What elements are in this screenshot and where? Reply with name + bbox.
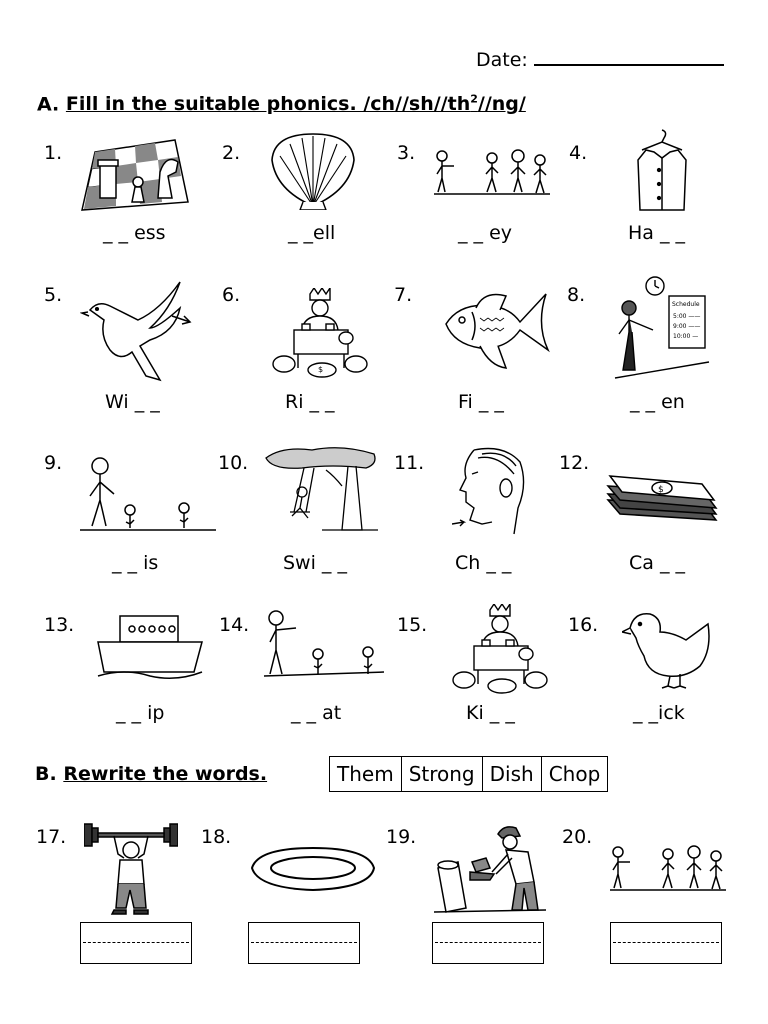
- word-bank: [329, 756, 608, 792]
- date-field: [476, 46, 724, 71]
- svg-text:5:00 ——: 5:00 ——: [673, 313, 701, 320]
- item-word: Wi _ _: [105, 391, 160, 413]
- answer-box-18[interactable]: [248, 922, 360, 964]
- rich-king-icon: [270, 288, 370, 378]
- item-number: 3.: [397, 142, 416, 164]
- item-number: 14.: [219, 614, 250, 636]
- item-number: 7.: [394, 284, 413, 306]
- section-a-title-end: //ng/: [477, 93, 526, 116]
- item-word: Ki _ _: [466, 702, 515, 724]
- item-word: _ _ell: [288, 222, 336, 244]
- date-label: Date:: [476, 49, 528, 71]
- weightlifter-icon: [84, 814, 178, 920]
- shell-icon: [268, 130, 358, 210]
- item-word: Swi _ _: [283, 552, 347, 574]
- section-b-heading: [35, 763, 267, 785]
- svg-text:9:00 ——: 9:00 ——: [673, 323, 701, 330]
- item-word: _ _ ip: [116, 702, 165, 724]
- chick-icon: [622, 610, 714, 690]
- item-word: Ri _ _: [285, 391, 335, 413]
- item-word: _ _ at: [291, 702, 342, 724]
- item-word: Ca _ _: [629, 552, 685, 574]
- item-word: _ _ en: [630, 391, 685, 413]
- tree-swing-icon: [262, 446, 380, 534]
- hanging-shirt-icon: [632, 128, 692, 216]
- section-a-title-text: Fill in the suitable phonics. /ch//sh//th: [65, 93, 471, 116]
- item-number: 10.: [218, 452, 249, 474]
- item-number: 11.: [394, 452, 425, 474]
- svg-text:$: $: [318, 365, 324, 374]
- item-number: 12.: [559, 452, 590, 474]
- item-number: 6.: [222, 284, 241, 306]
- dashed-guideline: [83, 942, 189, 943]
- pointing-people-icon: [606, 844, 730, 894]
- ship-icon: [94, 610, 204, 680]
- svg-text:$: $: [658, 485, 664, 495]
- section-b-title: Rewrite the words.: [63, 763, 268, 785]
- section-a-heading: [37, 93, 526, 115]
- item-number: 2.: [222, 142, 241, 164]
- svg-text:Schedule: Schedule: [672, 301, 700, 308]
- schedule-woman-icon: [605, 274, 710, 382]
- section-a-letter: A.: [37, 93, 60, 116]
- pointing-people-icon: [432, 148, 552, 198]
- item-word: _ _ ess: [103, 222, 166, 244]
- dashed-guideline: [435, 942, 541, 943]
- word-bank-item: Dish: [483, 757, 542, 791]
- item-number: 5.: [44, 284, 63, 306]
- item-number: 17.: [36, 826, 67, 848]
- answer-box-20[interactable]: [610, 922, 722, 964]
- boy-flowers-icon: [78, 454, 218, 534]
- dashed-guideline: [613, 942, 719, 943]
- section-a-superscript: 2: [470, 93, 478, 106]
- item-word: Ch _ _: [455, 552, 512, 574]
- item-number: 19.: [386, 826, 417, 848]
- dish-icon: [250, 846, 376, 894]
- item-number: 8.: [567, 284, 586, 306]
- man-chopping-icon: [432, 822, 548, 914]
- item-number: 18.: [201, 826, 232, 848]
- item-number: 20.: [562, 826, 593, 848]
- king-icon: [450, 604, 550, 694]
- word-bank-item: Them: [330, 757, 402, 791]
- item-word: _ _ ey: [458, 222, 513, 244]
- section-b-letter: B.: [35, 763, 57, 785]
- item-word: Fi _ _: [458, 391, 504, 413]
- word-bank-item: Strong: [402, 757, 483, 791]
- item-word: _ _ is: [112, 552, 159, 574]
- item-number: 15.: [397, 614, 428, 636]
- dashed-guideline: [251, 942, 357, 943]
- bird-wing-icon: [80, 280, 200, 385]
- item-number: 13.: [44, 614, 75, 636]
- svg-text:10:00 —: 10:00 —: [673, 333, 699, 340]
- section-a-title: [66, 93, 526, 115]
- face-chin-icon: [452, 444, 530, 540]
- item-number: 1.: [44, 142, 63, 164]
- chess-icon: [80, 132, 190, 216]
- item-word: Ha _ _: [628, 222, 686, 244]
- item-number: 4.: [569, 142, 588, 164]
- item-number: 9.: [44, 452, 63, 474]
- word-bank-item: Chop: [548, 762, 601, 786]
- item-number: 16.: [568, 614, 599, 636]
- cash-icon: [604, 474, 720, 524]
- answer-box-17[interactable]: [80, 922, 192, 964]
- item-word: _ _ick: [633, 702, 685, 724]
- boy-pointing-flowers-icon: [262, 606, 386, 680]
- date-line[interactable]: [534, 46, 724, 66]
- answer-box-19[interactable]: [432, 922, 544, 964]
- fish-icon: [440, 288, 550, 372]
